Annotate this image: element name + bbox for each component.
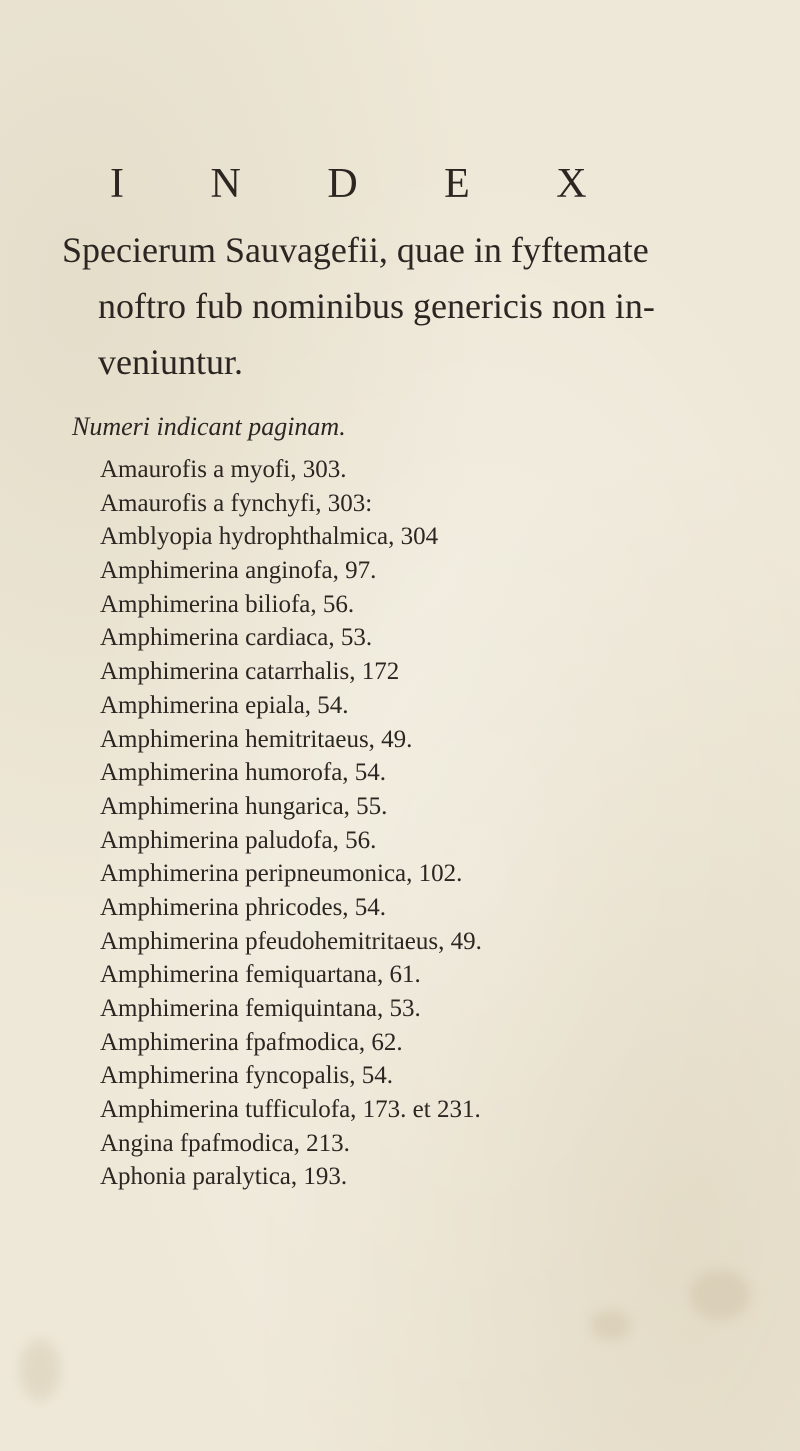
index-entry: Amphimerina fyncopalis, 54. [100, 1062, 393, 1090]
index-entry: Amphimerina fpafmodica, 62. [100, 1028, 403, 1056]
index-entry: Amphimerina hungarica, 55. [100, 792, 388, 820]
paper-stain [590, 1310, 630, 1340]
index-entry: Amphimerina epiala, 54. [100, 691, 349, 719]
index-entry: Amphimerina cardiaca, 53. [100, 624, 373, 652]
intro-line: noftro fub nominibus genericis non in- [98, 286, 655, 326]
index-entry: Aphonia paralytica, 193. [100, 1163, 348, 1191]
index-entry: Amphimerina peripneumonica, 102. [100, 860, 463, 888]
intro-line: Specierum Sauvagefii, quae in fyftemate [62, 230, 649, 270]
index-entry: Amphimerina catarrhalis, 172 [100, 658, 400, 686]
index-entry: Amphimerina biliofa, 56. [100, 590, 355, 618]
index-entry: Amphimerina tufficulofa, 173. et 231. [100, 1096, 481, 1124]
paper-stain [20, 1340, 60, 1400]
index-entry: Amphimerina paludofa, 56. [100, 826, 377, 854]
index-entry: Amphimerina femiquartana, 61. [100, 961, 421, 989]
index-entry: Amaurofis a fynchyfi, 303: [100, 489, 373, 517]
intro-paragraph [62, 222, 782, 390]
index-entry: Amphimerina pfeudohemitritaeus, 49. [100, 927, 482, 955]
index-entry: Amphimerina humorofa, 54. [100, 759, 387, 787]
paper-stain [690, 1270, 750, 1320]
index-entry: Angina fpafmodica, 213. [100, 1129, 350, 1157]
page-number-note: Numeri indicant paginam. [72, 412, 346, 441]
index-entries [100, 453, 482, 1194]
index-entry: Amblyopia hydrophthalmica, 304 [100, 523, 439, 551]
index-entry: Amphimerina anginofa, 97. [100, 557, 377, 585]
index-entry: Amphimerina phricodes, 54. [100, 893, 387, 921]
index-entry: Amaurofis a myofi, 303. [100, 456, 347, 483]
page-title: I N D E X [110, 161, 625, 207]
index-entry: Amphimerina femiquintana, 53. [100, 995, 421, 1022]
intro-line: veniuntur. [98, 342, 243, 382]
index-entry: Amphimerina hemitritaeus, 49. [100, 725, 413, 753]
